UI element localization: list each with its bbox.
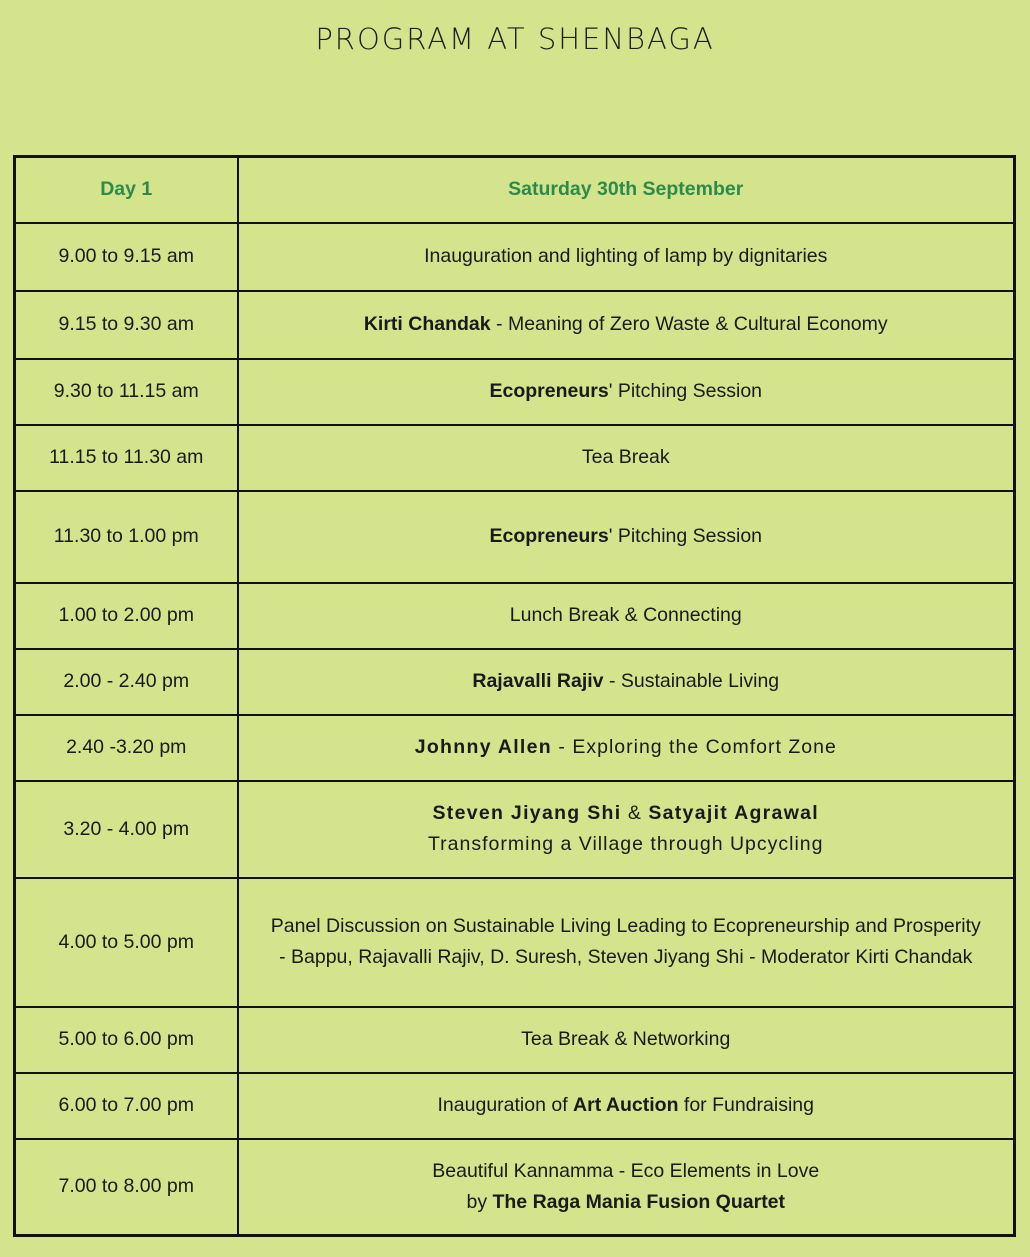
- program-table: [13, 155, 1016, 1237]
- activity-text: Inauguration of: [437, 1094, 574, 1116]
- activity-cell: [238, 491, 1015, 583]
- time-cell: 3.20 - 4.00 pm: [15, 781, 238, 878]
- activity-cell: Tea Break & Networking: [238, 1007, 1015, 1073]
- time-cell: 11.15 to 11.30 am: [15, 425, 238, 491]
- activity-cell: Lunch Break & Connecting: [238, 583, 1015, 649]
- activity-cell: [238, 781, 1015, 878]
- time-cell: 11.30 to 1.00 pm: [15, 491, 238, 583]
- speakers-line: [251, 798, 1002, 829]
- time-cell: 7.00 to 8.00 pm: [15, 1139, 238, 1236]
- time-cell: 2.00 - 2.40 pm: [15, 649, 238, 715]
- time-cell: 9.30 to 11.15 am: [15, 359, 238, 425]
- performer-name: The Raga Mania Fusion Quartet: [492, 1190, 786, 1213]
- time-cell: 2.40 -3.20 pm: [15, 715, 238, 781]
- table-row: [15, 781, 1015, 878]
- activity-text: - Exploring the Comfort Zone: [552, 736, 837, 758]
- activity-text: - Meaning of Zero Waste & Cultural Economy: [490, 313, 888, 335]
- table-row: [15, 878, 1015, 1007]
- speaker-name: Steven Jiyang Shi: [432, 802, 622, 824]
- activity-cell: [238, 1139, 1015, 1236]
- time-cell: 4.00 to 5.00 pm: [15, 878, 238, 1007]
- table-row: [15, 583, 1015, 649]
- time-cell: 9.00 to 9.15 am: [15, 223, 238, 291]
- table-header-row: [15, 157, 1015, 223]
- table-row: [15, 1139, 1015, 1236]
- page-title: PROGRAM AT SHENBAGA: [315, 22, 715, 56]
- activity-text: by: [466, 1190, 493, 1213]
- speaker-name: Rajavalli Rajiv: [472, 670, 604, 692]
- activity-cell: Inauguration and lighting of lamp by dignitaries: [238, 223, 1015, 291]
- activity-text: ' Pitching Session: [608, 380, 763, 402]
- activity-cell: Tea Break: [238, 425, 1015, 491]
- speaker-name: Kirti Chandak: [363, 313, 491, 335]
- performer-line: [251, 1187, 1002, 1218]
- time-cell: 5.00 to 6.00 pm: [15, 1007, 238, 1073]
- speaker-name: Johnny Allen: [414, 736, 553, 758]
- speaker-name: Ecopreneurs: [489, 525, 609, 547]
- time-cell: 9.15 to 9.30 am: [15, 291, 238, 359]
- table-row: [15, 1073, 1015, 1139]
- table-row: [15, 425, 1015, 491]
- activity-cell: [238, 291, 1015, 359]
- activity-text: ' Pitching Session: [608, 525, 763, 547]
- speaker-name: Satyajit Agrawal: [648, 802, 820, 824]
- activity-text: Transforming a Village through Upcycling: [427, 833, 824, 855]
- table-row: [15, 291, 1015, 359]
- activity-cell: [238, 359, 1015, 425]
- activity-cell: Panel Discussion on Sustainable Living Leading to Ecopreneurship and Prosperity - Bappu, Rajavalli Rajiv, D. Suresh, Steven Jiyang Shi - Moderator Kirti Chandak: [238, 878, 1015, 1007]
- activity-cell: [238, 1073, 1015, 1139]
- date-label: Saturday 30th September: [238, 157, 1015, 223]
- day-label: Day 1: [15, 157, 238, 223]
- ampersand: &: [621, 802, 649, 824]
- table-row: [15, 223, 1015, 291]
- time-cell: 1.00 to 2.00 pm: [15, 583, 238, 649]
- table-row: [15, 649, 1015, 715]
- table-row: [15, 359, 1015, 425]
- time-cell: 6.00 to 7.00 pm: [15, 1073, 238, 1139]
- activity-text: - Sustainable Living: [603, 670, 780, 692]
- activity-text: Beautiful Kannamma - Eco Elements in Love: [432, 1159, 820, 1182]
- activity-text: for Fundraising: [678, 1094, 814, 1116]
- activity-cell: [238, 649, 1015, 715]
- table-row: [15, 491, 1015, 583]
- speaker-name: Ecopreneurs: [489, 380, 609, 402]
- activity-cell: [238, 715, 1015, 781]
- event-name: Art Auction: [573, 1094, 679, 1116]
- table-row: [15, 715, 1015, 781]
- table-row: [15, 1007, 1015, 1073]
